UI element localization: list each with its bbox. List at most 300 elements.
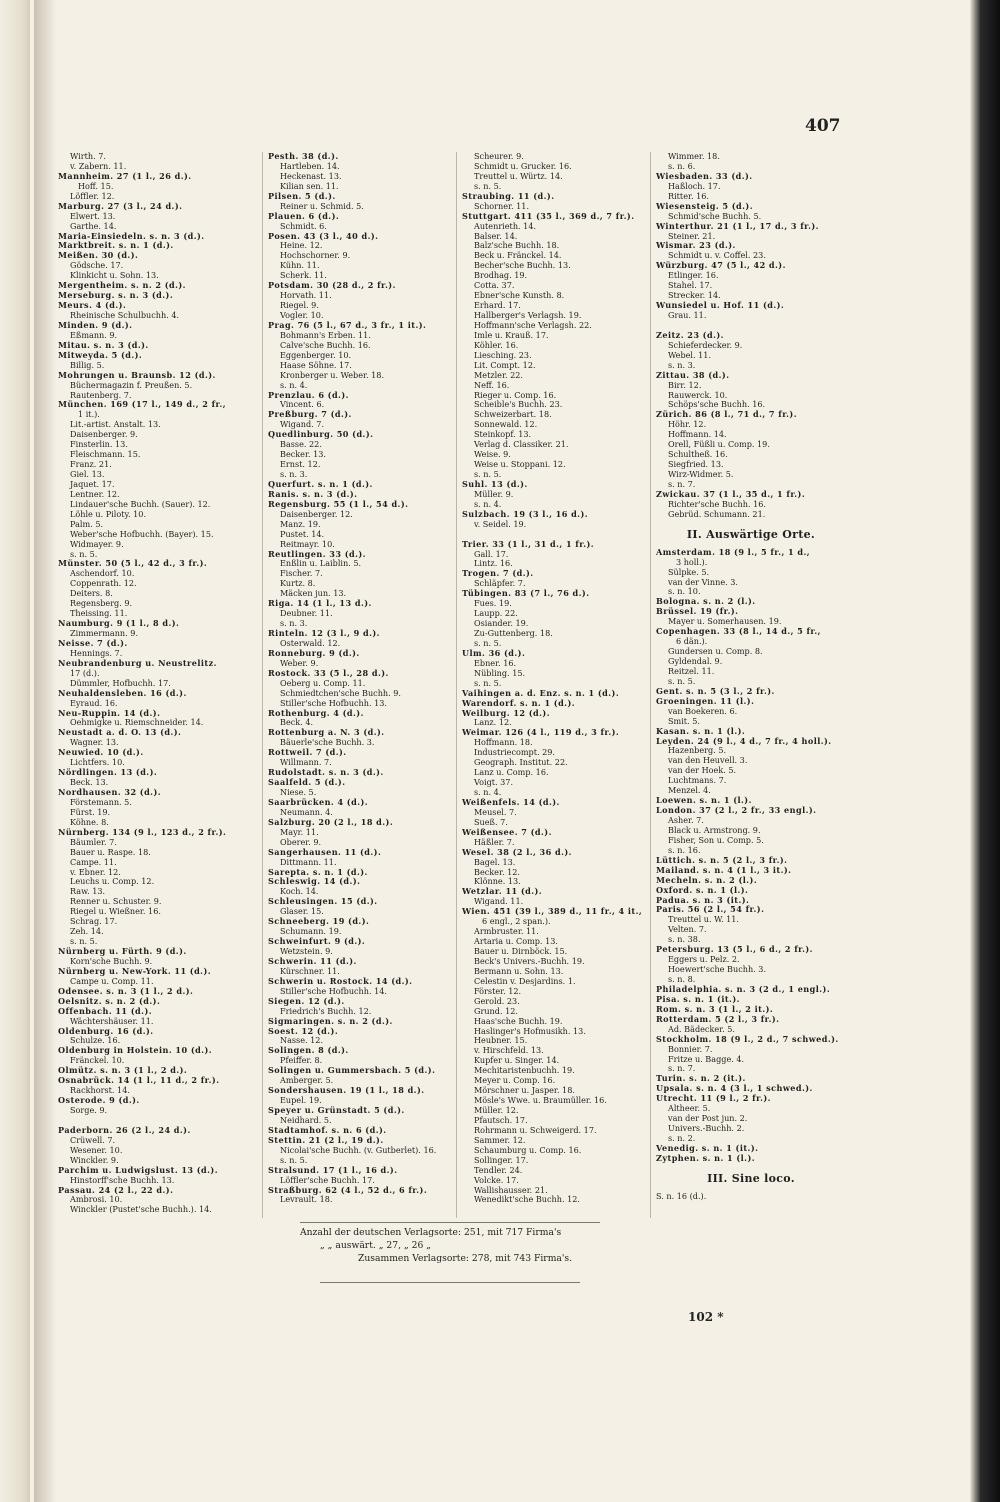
place-entry: Wiesensteig. 5 (d.). bbox=[656, 201, 753, 211]
publisher-entry: Heine. 12. bbox=[280, 241, 323, 251]
publisher-entry: Bäuerle'sche Buchh. 3. bbox=[280, 738, 375, 748]
publisher-entry: Wetzstein. 9. bbox=[280, 947, 333, 956]
summary-line-total: Zusammen Verlagsorte: 278, mit 743 Firma's. bbox=[358, 1253, 573, 1264]
publisher-entry: Neidhard. 5. bbox=[280, 1115, 332, 1125]
publisher-entry: Gundersen u. Comp. 8. bbox=[668, 647, 763, 657]
publisher-entry: van der Vinne. 3. bbox=[668, 577, 738, 587]
publisher-entry: s. n. 4. bbox=[280, 380, 308, 390]
publisher-entry: Schläpfer. 7. bbox=[474, 579, 526, 589]
publisher-entry: Lanz u. Comp. 16. bbox=[474, 768, 549, 778]
summary-line-german: Anzahl der deutschen Verlagsorte: 251, mit 717 Firma's bbox=[300, 1227, 562, 1238]
place-entry: Soest. 12 (d.). bbox=[268, 1026, 339, 1036]
publisher-entry: Franz. 21. bbox=[70, 460, 112, 470]
publisher-entry: Gerold. 23. bbox=[474, 996, 520, 1006]
place-entry: Prag. 76 (5 l., 67 d., 3 fr., 1 it.). bbox=[268, 320, 427, 330]
place-entry: Posen. 43 (3 l., 40 d.). bbox=[268, 231, 379, 241]
publisher-entry: Mechitaristenbuchh. 19. bbox=[474, 1066, 575, 1076]
publisher-entry: Treuttel u. Würtz. 14. bbox=[474, 171, 563, 181]
publisher-entry: Ernst. 12. bbox=[280, 460, 321, 470]
publisher-entry: Oeberg u. Comp. 11. bbox=[280, 678, 366, 688]
publisher-entry: Armbruster. 11. bbox=[474, 927, 539, 937]
publisher-entry: v. Seidel. 19. bbox=[474, 519, 527, 529]
publisher-entry: Fürst. 19. bbox=[70, 807, 111, 817]
publisher-entry: s. n. 3. bbox=[668, 360, 696, 370]
publisher-entry: Köhne. 8. bbox=[70, 817, 109, 827]
place-entry: Vaihingen a. d. Enz. s. n. 1 (d.). bbox=[462, 688, 620, 698]
publisher-entry: Löffler. 12. bbox=[70, 191, 115, 201]
publisher-entry: s. n. 16. bbox=[668, 845, 701, 855]
page-edge bbox=[970, 0, 1000, 1502]
publisher-entry: Webel. 11. bbox=[668, 350, 712, 360]
publisher-entry: Bermann u. Sohn. 13. bbox=[474, 966, 564, 976]
place-entry: Petersburg. 13 (5 l., 6 d., 2 fr.). bbox=[656, 945, 813, 955]
publisher-entry: Wallishausser. 21. bbox=[474, 1185, 548, 1195]
publisher-entry: Asher. 7. bbox=[668, 816, 704, 825]
publisher-entry: Rieger u. Comp. 16. bbox=[474, 390, 557, 400]
place-entry: Schneeberg. 19 (d.). bbox=[268, 917, 370, 927]
place-entry: Prenzlau. 6 (d.). bbox=[268, 390, 349, 400]
publisher-entry: Tendler. 24. bbox=[474, 1165, 523, 1175]
publisher-entry: Gall. 17. bbox=[474, 549, 509, 559]
publisher-entry: Steinkopf. 13. bbox=[474, 430, 532, 440]
place-entry: Neubrandenburg u. Neustrelitz. bbox=[58, 658, 217, 668]
publisher-entry: Enßlin u. Laiblin. 5. bbox=[280, 559, 362, 569]
publisher-entry: Hinstorff'sche Buchh. 13. bbox=[70, 1175, 175, 1185]
publisher-entry: Giel. 13. bbox=[70, 470, 105, 479]
publisher-entry: Amberger. 5. bbox=[280, 1076, 334, 1086]
publisher-entry: Schaumburg u. Comp. 16. bbox=[474, 1145, 582, 1155]
publisher-entry: Müller. 9. bbox=[474, 489, 514, 499]
publisher-entry: Bonnier. 7. bbox=[668, 1044, 713, 1054]
place-entry: Osterode. 9 (d.). bbox=[58, 1096, 140, 1106]
publisher-entry: Fränckel. 10. bbox=[70, 1056, 125, 1066]
place-entry: Minden. 9 (d.). bbox=[58, 320, 133, 330]
publisher-entry: Etlinger. 16. bbox=[668, 271, 719, 281]
place-entry: Copenhagen. 33 (8 l., 14 d., 5 fr., bbox=[656, 627, 821, 637]
place-entry: Querfurt. s. n. 1 (d.). bbox=[268, 479, 373, 489]
publisher-entry: Hoff. 15. bbox=[78, 181, 114, 191]
place-entry: Mailand. s. n. 4 (1 l., 3 it.). bbox=[656, 865, 792, 875]
place-entry: Pilsen. 5 (d.). bbox=[268, 191, 336, 201]
place-entry: Weißensee. 7 (d.). bbox=[462, 827, 552, 837]
publisher-entry: Becker. 12. bbox=[474, 867, 520, 877]
publisher-entry: Sorge. 9. bbox=[70, 1106, 108, 1115]
place-entry: Suhl. 13 (d.). bbox=[462, 479, 528, 489]
publisher-entry: Sollinger. 17. bbox=[474, 1155, 529, 1165]
place-entry: Mannheim. 27 (1 l., 26 d.). bbox=[58, 171, 192, 181]
place-entry: Utrecht. 11 (9 l., 2 fr.). bbox=[656, 1094, 771, 1104]
publisher-entry: Palm. 5. bbox=[70, 519, 104, 529]
place-entry: Saarbrücken. 4 (d.). bbox=[268, 797, 369, 807]
publisher-entry: Laupp. 22. bbox=[474, 609, 518, 619]
publisher-entry: s. n. 3. bbox=[280, 619, 308, 629]
place-entry: Zwickau. 37 (1 l., 35 d., 1 fr.). bbox=[656, 489, 806, 499]
publisher-entry: Fisher, Son u. Comp. 5. bbox=[668, 835, 764, 845]
publisher-entry: 6 dän.). bbox=[676, 637, 708, 647]
publisher-entry: Elwert. 13. bbox=[70, 211, 116, 221]
place-entry: Preßburg. 7 (d.). bbox=[268, 410, 352, 420]
signature-mark: 102 * bbox=[688, 1310, 724, 1324]
publisher-entry: Volcke. 17. bbox=[474, 1175, 519, 1185]
publisher-entry: Reiner u. Schmid. 5. bbox=[280, 201, 364, 211]
publisher-entry: s. n. 5. bbox=[474, 181, 502, 191]
publisher-entry: Erhard. 17. bbox=[474, 301, 521, 311]
publisher-entry: Zimmermann. 9. bbox=[70, 629, 139, 638]
column-1 bbox=[58, 152, 263, 1215]
publisher-entry: Hazenberg. 5. bbox=[668, 746, 727, 756]
publisher-entry: Artaria u. Comp. 13. bbox=[474, 937, 558, 947]
publisher-entry: Meyer u. Comp. 16. bbox=[474, 1076, 556, 1086]
publisher-entry: Balser. 14. bbox=[474, 231, 518, 241]
place-entry: Kasan. s. n. 1 (l.). bbox=[656, 726, 746, 736]
publisher-entry: Häßler. 7. bbox=[474, 837, 515, 847]
publisher-entry: s. n. 5. bbox=[474, 678, 502, 688]
publisher-entry: Balz'sche Buchh. 18. bbox=[474, 241, 560, 251]
place-entry: Neuwied. 10 (d.). bbox=[58, 748, 144, 758]
place-entry: Turin. s. n. 2 (it.). bbox=[656, 1074, 746, 1084]
publisher-entry: Kürschner. 11. bbox=[280, 966, 340, 976]
place-entry: Ulm. 36 (d.). bbox=[462, 648, 526, 658]
publisher-entry: Sueß. 7. bbox=[474, 817, 508, 827]
publisher-entry: Pfautsch. 17. bbox=[474, 1115, 528, 1125]
publisher-entry: van der Post jun. 2. bbox=[668, 1114, 748, 1124]
place-entry: Sarepta. s. n. 1 (d.). bbox=[268, 867, 368, 877]
place-entry: Reutlingen. 33 (d.). bbox=[268, 549, 366, 559]
summary-block bbox=[300, 1226, 660, 1265]
place-entry: Zürich. 86 (8 l., 71 d., 7 fr.). bbox=[656, 410, 797, 420]
place-entry: Rom. s. n. 3 (1 l., 2 it.). bbox=[656, 1004, 774, 1014]
publisher-entry: Eyraud. 16. bbox=[70, 698, 118, 708]
publisher-entry: Siegfried. 13. bbox=[668, 460, 724, 470]
publisher-entry: Mayr. 11. bbox=[280, 827, 319, 837]
publisher-entry: Haßloch. 17. bbox=[668, 181, 721, 191]
place-entry: Upsala. s. n. 4 (3 l., 1 schwed.). bbox=[656, 1084, 813, 1094]
publisher-entry bbox=[656, 321, 846, 331]
publisher-entry: Nasse. 12. bbox=[280, 1036, 324, 1046]
publisher-entry: Rackhorst. 14. bbox=[70, 1086, 130, 1096]
publisher-entry: Levrault. 18. bbox=[280, 1195, 333, 1205]
publisher-entry: Müller. 12. bbox=[474, 1106, 519, 1115]
publisher-entry: Eupel. 19. bbox=[280, 1096, 322, 1106]
publisher-entry: Lichtfers. 10. bbox=[70, 758, 125, 768]
place-entry: Wunsiedel u. Hof. 11 (d.). bbox=[656, 301, 785, 311]
place-entry: Osnabrück. 14 (1 l., 11 d., 2 fr.). bbox=[58, 1076, 220, 1086]
publisher-entry: Förstemann. 5. bbox=[70, 797, 132, 807]
publisher-entry: Klönne. 13. bbox=[474, 877, 521, 887]
publisher-entry: Becker. 13. bbox=[280, 450, 326, 460]
publisher-entry: Schmiedtchen'sche Buchh. 9. bbox=[280, 688, 401, 698]
publisher-entry: Bagel. 13. bbox=[474, 857, 516, 867]
place-entry: Winterthur. 21 (1 l., 17 d., 3 fr.). bbox=[656, 221, 819, 231]
publisher-entry: Dümmler, Hofbuchh. 17. bbox=[70, 678, 171, 688]
place-entry: Mecheln. s. n. 2 (l.). bbox=[656, 875, 758, 885]
place-entry: Straßburg. 62 (4 l., 52 d., 6 fr.). bbox=[268, 1185, 428, 1195]
place-entry: Mitweyda. 5 (d.). bbox=[58, 350, 143, 360]
publisher-entry: Beck u. Fränckel. 14. bbox=[474, 251, 562, 261]
publisher-entry: Ad. Bädecker. 5. bbox=[668, 1024, 735, 1034]
publisher-entry: Coppenrath. 12. bbox=[70, 579, 137, 589]
publisher-entry: Wirth. 7. bbox=[70, 152, 106, 161]
publisher-entry: Pustet. 14. bbox=[280, 529, 325, 539]
publisher-entry: Lintz. 16. bbox=[474, 559, 513, 569]
publisher-entry: Bohmann's Erben. 11. bbox=[280, 330, 371, 340]
place-entry: Trier. 33 (1 l., 31 d., 1 fr.). bbox=[462, 539, 595, 549]
publisher-entry: Neumann. 4. bbox=[280, 807, 333, 817]
publisher-entry: 17 (d.). bbox=[70, 668, 100, 678]
publisher-entry: s. n. 5. bbox=[280, 1155, 308, 1165]
publisher-entry: Gödsche. 17. bbox=[70, 261, 124, 271]
place-entry: Rostock. 33 (5 l., 28 d.). bbox=[268, 668, 389, 678]
publisher-entry: s. n. 4. bbox=[474, 788, 502, 797]
publisher-entry: Haase Söhne. 17. bbox=[280, 360, 352, 370]
publisher-entry: s. n. 5. bbox=[668, 676, 696, 686]
publisher-entry: Meusel. 7. bbox=[474, 807, 517, 817]
publisher-entry: Mäcken jun. 13. bbox=[280, 589, 347, 599]
place-entry: Neuhaldensleben. 16 (d.). bbox=[58, 688, 187, 698]
place-entry: Offenbach. 11 (d.). bbox=[58, 1006, 152, 1016]
place-entry: Paderborn. 26 (2 l., 24 d.). bbox=[58, 1125, 191, 1135]
place-entry: Mitau. s. n. 3 (d.). bbox=[58, 340, 149, 350]
publisher-entry: Grund. 12. bbox=[474, 1006, 518, 1016]
place-entry: Schwerin u. Rostock. 14 (d.). bbox=[268, 976, 413, 986]
publisher-entry: s. n. 38. bbox=[668, 935, 701, 945]
place-entry: Rudolstadt. s. n. 3 (d.). bbox=[268, 768, 384, 778]
publisher-entry: Geograph. Institut. 22. bbox=[474, 758, 568, 768]
publisher-entry: Heckenast. 13. bbox=[280, 171, 342, 181]
publisher-entry: Wigand. 11. bbox=[474, 897, 524, 907]
page-number: 407 bbox=[805, 116, 841, 136]
publisher-entry: s. n. 3. bbox=[280, 470, 308, 479]
publisher-entry: Wigand. 7. bbox=[280, 420, 325, 430]
gutter-shadow bbox=[34, 0, 56, 1502]
publisher-entry: Fues. 19. bbox=[474, 599, 512, 609]
publisher-entry: Becher'sche Buchh. 13. bbox=[474, 261, 571, 271]
summary-line-foreign: „ „ auswärt. „ 27, „ 26 „ bbox=[320, 1240, 431, 1251]
publisher-entry: Orell, Füßli u. Comp. 19. bbox=[668, 440, 770, 450]
place-entry: Olmütz. s. n. 3 (1 l., 2 d.). bbox=[58, 1066, 188, 1076]
place-entry: Paris. 56 (2 l., 54 fr.). bbox=[656, 905, 765, 915]
place-entry: Marburg. 27 (3 l., 24 d.). bbox=[58, 201, 183, 211]
place-entry: Neu-Ruppin. 14 (d.). bbox=[58, 708, 161, 718]
place-entry: München. 169 (17 l., 149 d., 2 fr., bbox=[58, 400, 227, 410]
publisher-entry: s. n. 4. bbox=[474, 499, 502, 509]
publisher-entry: Voigt. 37. bbox=[474, 778, 514, 788]
publisher-entry: Hartleben. 14. bbox=[280, 161, 340, 171]
place-entry: Nürnberg. 134 (9 l., 123 d., 2 fr.). bbox=[58, 827, 227, 837]
place-entry: Nürnberg u. New-York. 11 (d.). bbox=[58, 966, 212, 976]
publisher-entry: Oehmigke u. Riemschneider. 14. bbox=[70, 718, 204, 728]
publisher-entry: Sonnewald. 12. bbox=[474, 420, 538, 430]
publisher-entry: Fritze u. Bagge. 4. bbox=[668, 1054, 745, 1064]
publisher-entry: Schweizerbart. 18. bbox=[474, 410, 552, 420]
publisher-entry: Raw. 13. bbox=[70, 887, 106, 897]
publisher-entry: v. Zabern. 11. bbox=[70, 161, 127, 171]
place-entry: Regensburg. 55 (1 l., 54 d.). bbox=[268, 499, 409, 509]
place-entry: Brüssel. 19 (fr.). bbox=[656, 607, 739, 617]
publisher-entry: Kilian sen. 11. bbox=[280, 181, 339, 191]
place-entry: Rinteln. 12 (3 l., 9 d.). bbox=[268, 629, 380, 638]
publisher-entry: Willmann. 7. bbox=[280, 758, 332, 768]
publisher-entry: Billig. 5. bbox=[70, 360, 105, 370]
publisher-entry: Hoffmann. 18. bbox=[474, 738, 533, 748]
publisher-entry: Campe u. Comp. 11. bbox=[70, 976, 154, 986]
publisher-entry: Osterwald. 12. bbox=[280, 638, 341, 648]
publisher-entry: Kurtz. 8. bbox=[280, 579, 316, 589]
place-entry: Stettin. 21 (2 l., 19 d.). bbox=[268, 1135, 384, 1145]
publisher-entry: Luchtmans. 7. bbox=[668, 776, 727, 786]
place-entry: Neustadt a. d. O. 13 (d.). bbox=[58, 728, 182, 738]
publisher-entry: Scherk. 11. bbox=[280, 271, 327, 281]
publisher-entry: Wimmer. 18. bbox=[668, 152, 720, 161]
place-entry: Venedig. s. n. 1 (it.). bbox=[656, 1143, 759, 1153]
place-entry: Sangerhausen. 11 (d.). bbox=[268, 847, 382, 857]
publisher-entry: Schrag. 17. bbox=[70, 917, 118, 927]
publisher-entry: Wenedikt'sche Buchh. 12. bbox=[474, 1195, 581, 1205]
publisher-entry: Schultheß. 16. bbox=[668, 450, 728, 460]
place-entry: Salzburg. 20 (2 l., 18 d.). bbox=[268, 817, 394, 827]
place-entry: Zytphen. s. n. 1 (l.). bbox=[656, 1153, 755, 1163]
publisher-entry: Beck's Univers.-Buchh. 19. bbox=[474, 956, 585, 966]
place-entry: Solingen. 8 (d.). bbox=[268, 1046, 349, 1056]
place-entry: Ronneburg. 9 (d.). bbox=[268, 648, 360, 658]
publisher-entry: Hoffmann'sche Verlagsh. 22. bbox=[474, 320, 592, 330]
place-entry: Siegen. 12 (d.). bbox=[268, 996, 345, 1006]
place-entry: Zittau. 38 (d.). bbox=[656, 370, 730, 380]
publisher-entry: Schöps'sche Buchh. 16. bbox=[668, 400, 766, 410]
place-entry: Warendorf. s. n. 1 (d.). bbox=[462, 698, 575, 708]
publisher-entry: Widmayer. 9. bbox=[70, 539, 124, 549]
publisher-entry: van den Heuvell. 3. bbox=[668, 756, 748, 766]
place-entry: Mohrungen u. Braunsb. 12 (d.). bbox=[58, 370, 216, 380]
publisher-entry: s. n. 7. bbox=[668, 479, 696, 489]
publisher-entry: Bauer u. Raspe. 18. bbox=[70, 847, 151, 857]
publisher-entry: 3 holl.). bbox=[676, 557, 708, 567]
place-entry: Nördlingen. 13 (d.). bbox=[58, 768, 158, 778]
publisher-entry: Univers.-Buchh. 2. bbox=[668, 1124, 745, 1134]
publisher-entry: Mösle's Wwe. u. Braumüller. 16. bbox=[474, 1096, 607, 1106]
publisher-entry: Oberer. 9. bbox=[280, 837, 322, 847]
place-entry: Marktbreit. s. n. 1 (d.). bbox=[58, 241, 174, 251]
place-entry: Maria-Einsiedeln. s. n. 3 (d.). bbox=[58, 231, 205, 241]
publisher-entry: van der Hoek. 5. bbox=[668, 766, 737, 776]
place-entry: Würzburg. 47 (5 l., 42 d.). bbox=[656, 261, 786, 271]
publisher-entry: Strecker. 14. bbox=[668, 291, 721, 301]
place-entry: Münster. 50 (5 l., 42 d., 3 fr.). bbox=[58, 559, 208, 569]
publisher-entry: Beck. 13. bbox=[70, 778, 109, 788]
place-entry: Stuttgart. 411 (35 l., 369 d., 7 fr.). bbox=[462, 211, 635, 221]
place-entry: Saalfeld. 5 (d.). bbox=[268, 778, 346, 788]
publisher-entry: Hoewert'sche Buchh. 3. bbox=[668, 965, 767, 975]
summary-bottom-rule bbox=[320, 1282, 580, 1283]
publisher-entry: Steiner. 21. bbox=[668, 231, 716, 241]
place-entry: Speyer u. Grünstadt. 5 (d.). bbox=[268, 1106, 405, 1115]
place-entry: Schwerin. 11 (d.). bbox=[268, 956, 357, 966]
place-entry: Weilburg. 12 (d.). bbox=[462, 708, 550, 718]
publisher-entry: s. n. 7. bbox=[668, 1064, 696, 1074]
book-spine bbox=[0, 0, 34, 1502]
publisher-entry: Schieferdecker. 9. bbox=[668, 340, 743, 350]
publisher-entry: Bäumler. 7. bbox=[70, 837, 117, 847]
publisher-entry: Löhle u. Piloty. 10. bbox=[70, 509, 147, 519]
publisher-entry: Rohrmann u. Schweigerd. 17. bbox=[474, 1125, 597, 1135]
publisher-entry: s. n. 8. bbox=[668, 975, 696, 984]
publisher-entry: Smit. 5. bbox=[668, 716, 700, 726]
place-entry: Mergentheim. s. n. 2 (d.). bbox=[58, 281, 186, 291]
publisher-entry: Förster. 12. bbox=[474, 986, 522, 996]
publisher-entry: Ebner'sche Kunsth. 8. bbox=[474, 291, 565, 301]
place-entry: Trogen. 7 (d.). bbox=[462, 569, 534, 579]
place-entry: Gent. s. n. 5 (3 l., 2 fr.). bbox=[656, 686, 775, 696]
publisher-entry: Niese. 5. bbox=[280, 788, 317, 797]
publisher-entry: Schumann. 19. bbox=[280, 927, 342, 937]
publisher-entry: 6 engl., 2 span.). bbox=[482, 917, 551, 927]
publisher-entry: Celestin v. Desjardins. 1. bbox=[474, 976, 576, 986]
place-entry: Sulzbach. 19 (3 l., 16 d.). bbox=[462, 509, 588, 519]
publisher-entry: Riegel. 9. bbox=[280, 301, 319, 311]
publisher-entry: Vincent. 6. bbox=[280, 400, 325, 410]
publisher-entry: Lanz. 12. bbox=[474, 718, 512, 728]
publisher-entry bbox=[462, 530, 667, 540]
publisher-entry: Verlag d. Classiker. 21. bbox=[474, 440, 569, 450]
publisher-entry: Stiller'sche Hofbuchh. 13. bbox=[280, 698, 388, 708]
publisher-entry: Bauer u. Dirnböck. 15. bbox=[474, 947, 568, 956]
publisher-entry: Zu-Guttenberg. 18. bbox=[474, 629, 553, 638]
section-heading: III. Sine loco. bbox=[707, 1171, 795, 1185]
publisher-entry: Daisenberger. 9. bbox=[70, 430, 138, 440]
place-entry: Wiesbaden. 33 (d.). bbox=[656, 171, 753, 181]
publisher-entry: Wesener. 10. bbox=[70, 1145, 123, 1155]
publisher-entry: Stahel. 17. bbox=[668, 281, 713, 291]
place-entry: Parchim u. Ludwigslust. 13 (d.). bbox=[58, 1165, 218, 1175]
publisher-entry: Renner u. Schuster. 9. bbox=[70, 897, 162, 907]
publisher-entry: Richter'sche Buchh. 16. bbox=[668, 499, 766, 509]
place-entry: Schweinfurt. 9 (d.). bbox=[268, 937, 366, 947]
publisher-entry: Reitmayr. 10. bbox=[280, 539, 335, 549]
publisher-entry: Glaser. 15. bbox=[280, 907, 324, 917]
place-entry: Oldenburg. 16 (d.). bbox=[58, 1026, 154, 1036]
publisher-entry: Crüwell. 7. bbox=[70, 1135, 116, 1145]
place-entry: Meurs. 4 (d.). bbox=[58, 301, 127, 311]
publisher-entry: Scheurer. 9. bbox=[474, 152, 524, 161]
place-entry: Lüttich. s. n. 5 (2 l., 3 fr.). bbox=[656, 855, 788, 865]
publisher-entry: Osiander. 19. bbox=[474, 619, 529, 629]
publisher-entry: Campe. 11. bbox=[70, 857, 117, 867]
publisher-entry: Treuttel u. W. 11. bbox=[668, 915, 740, 925]
publisher-entry: Hennings. 7. bbox=[70, 648, 123, 658]
publisher-entry: Zeh. 14. bbox=[70, 927, 104, 937]
publisher-entry: Scheible's Buchh. 23. bbox=[474, 400, 563, 410]
publisher-entry: Ebner. 16. bbox=[474, 658, 517, 668]
publisher-entry: Schmidt. 6. bbox=[280, 221, 327, 231]
publisher-entry: Leuchs u. Comp. 12. bbox=[70, 877, 155, 887]
publisher-entry: Altheer. 5. bbox=[668, 1104, 711, 1114]
publisher-entry: Jaquet. 17. bbox=[70, 479, 115, 489]
publisher-entry: Fleischmann. 15. bbox=[70, 450, 141, 460]
place-entry: Pisa. s. n. 1 (it.). bbox=[656, 994, 740, 1004]
publisher-entry: v. Hirschfeld. 13. bbox=[474, 1046, 544, 1056]
publisher-entry: s. n. 5. bbox=[70, 937, 98, 947]
place-entry: Leyden. 24 (9 l., 4 d., 7 fr., 4 holl.). bbox=[656, 736, 832, 746]
publisher-entry: s. n. 2. bbox=[668, 1134, 696, 1143]
publisher-entry: Gyldendal. 9. bbox=[668, 657, 723, 666]
publisher-entry: Daisenberger. 12. bbox=[280, 509, 353, 519]
place-entry: Meißen. 30 (d.). bbox=[58, 251, 139, 261]
publisher-entry: Stiller'sche Hofbuchh. 14. bbox=[280, 986, 388, 996]
publisher-entry: Ritter. 16. bbox=[668, 191, 709, 201]
publisher-entry: Lit. Compt. 12. bbox=[474, 360, 536, 370]
publisher-entry: Lit.-artist. Anstalt. 13. bbox=[70, 420, 161, 430]
place-entry: Stadtamhof. s. n. 6 (d.). bbox=[268, 1125, 387, 1135]
